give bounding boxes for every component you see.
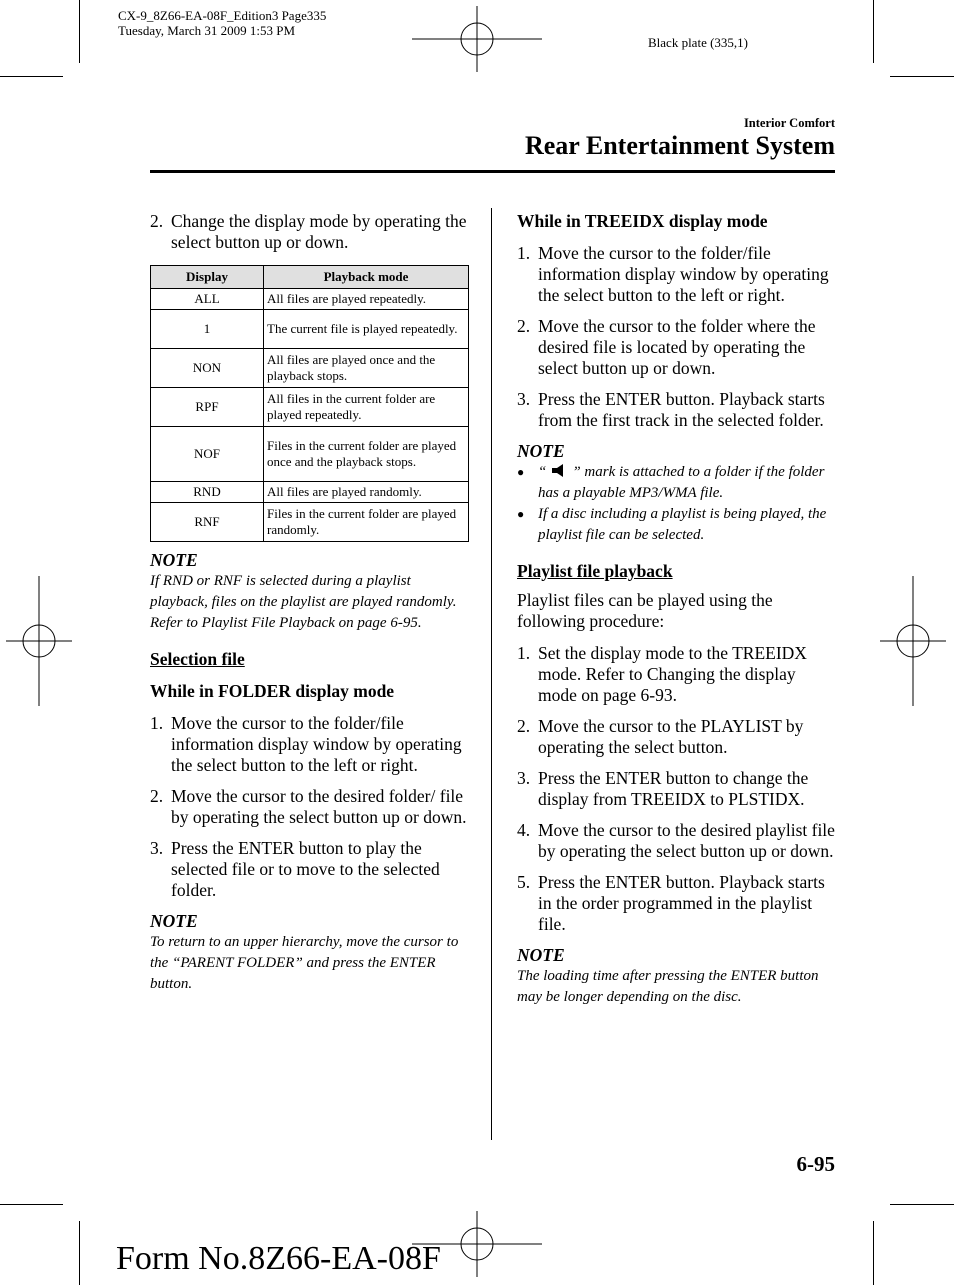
list-item: 3. Press the ENTER button to play the selected file or to move to the selected folder. <box>150 838 440 900</box>
list-item: 2. Move the cursor to the PLAYLIST by operating the select button. <box>517 716 804 757</box>
table-row: RPF All files in the current folder are played repeatedly. <box>151 388 469 427</box>
section-label: Interior Comfort <box>743 116 835 130</box>
page-number: 6-95 <box>796 1152 835 1176</box>
display-mode-steps <box>150 211 470 253</box>
note-text: To return to an upper hierarchy, move the cursor to the “PARENT FOLDER” and press the ENTER button. <box>150 934 459 992</box>
note-text: If RND or RNF is selected during a playlist playback, files on the playlist are played randomly. Refer to Playlist File Playback on page 6-95. <box>150 573 457 631</box>
note-title: NOTE <box>150 550 198 570</box>
table-row: NOF Files in the current folder are played once and the playback stops. <box>151 427 469 482</box>
right-column <box>517 211 837 1008</box>
table-row: NON All files are played once and the playback stops. <box>151 349 469 388</box>
note-block <box>150 911 470 995</box>
selection-file-heading: Selection file <box>150 649 245 669</box>
registration-target-top-icon <box>410 6 544 72</box>
list-item: 4. Move the cursor to the desired playlist file by operating the select button up or down. <box>517 820 835 861</box>
note-block <box>517 945 837 1008</box>
list-item: 2. Change the display mode by operating the select button up or down. <box>150 211 467 252</box>
table-row: RNF Files in the current folder are played randomly. <box>151 503 469 542</box>
column-divider <box>491 208 492 1140</box>
list-item: 1. Move the cursor to the folder/file information display window by operating the select button to the left or right. <box>150 713 462 775</box>
list-item: 1. Move the cursor to the folder/file information display window by operating the select button to the left or right. <box>517 243 829 305</box>
print-info-line2: Tuesday, March 31 2009 1:53 PM <box>118 23 296 38</box>
table-row: RND All files are played randomly. <box>151 482 469 503</box>
note-block <box>150 550 470 634</box>
treeidx-mode-steps <box>517 243 837 431</box>
playback-mode-table <box>150 265 469 542</box>
table-header-row <box>151 266 469 289</box>
treeidx-mode-heading: While in TREEIDX display mode <box>517 211 768 231</box>
print-info-line1: CX-9_8Z66-EA-08F_Edition3 Page335 <box>118 8 327 23</box>
plate-info: Black plate (335,1) <box>648 35 748 50</box>
print-info <box>118 8 326 38</box>
folder-mode-steps <box>150 713 470 901</box>
list-item: 5. Press the ENTER button. Playback starts in the order programmed in the playlist file. <box>517 872 825 934</box>
list-item: 1. Set the display mode to the TREEIDX mode. Refer to Changing the display mode on page 6-93. <box>517 643 807 705</box>
playlist-heading: Playlist file playback <box>517 561 673 581</box>
folder-mode-heading: While in FOLDER display mode <box>150 681 395 701</box>
mp3-folder-mark-icon <box>548 464 570 477</box>
registration-target-left-icon <box>6 576 72 706</box>
bullet-icon: ● <box>517 507 525 521</box>
playlist-steps <box>517 643 837 935</box>
left-column <box>150 211 470 995</box>
table-row: 1 The current file is played repeatedly. <box>151 310 469 349</box>
list-item: 3. Press the ENTER button. Playback starts from the first track in the selected folder. <box>517 389 825 430</box>
table-header-display: Display <box>151 266 264 289</box>
note-block <box>517 441 837 546</box>
header-rule <box>150 170 835 173</box>
form-number: Form No.8Z66-EA-08F <box>116 1240 441 1277</box>
note-title: NOTE <box>517 441 565 461</box>
list-item: 2. Move the cursor to the folder where the desired file is located by operating the select button up or down. <box>517 316 816 378</box>
list-item: 3. Press the ENTER button to change the display from TREEIDX to PLSTIDX. <box>517 768 809 809</box>
note-title: NOTE <box>150 911 198 931</box>
note-bullet: ● If a disc including a playlist is being played, the playlist file can be selected. <box>517 506 827 543</box>
registration-target-right-icon <box>880 576 946 706</box>
bullet-icon: ● <box>517 465 525 479</box>
list-item: 2. Move the cursor to the desired folder/ file by operating the select button up or down. <box>150 786 467 827</box>
playlist-intro: Playlist files can be played using the following procedure: <box>517 590 773 631</box>
table-row: ALL All files are played repeatedly. <box>151 289 469 310</box>
note-bullet: ● “ ” mark is attached to a folder if the folder has a playable MP3/WMA file. <box>517 464 825 501</box>
note-text: The loading time after pressing the ENTER button may be longer depending on the disc. <box>517 968 819 1005</box>
page-title: Rear Entertainment System <box>524 131 835 160</box>
table-header-playback-mode: Playback mode <box>264 266 469 289</box>
note-title: NOTE <box>517 945 565 965</box>
